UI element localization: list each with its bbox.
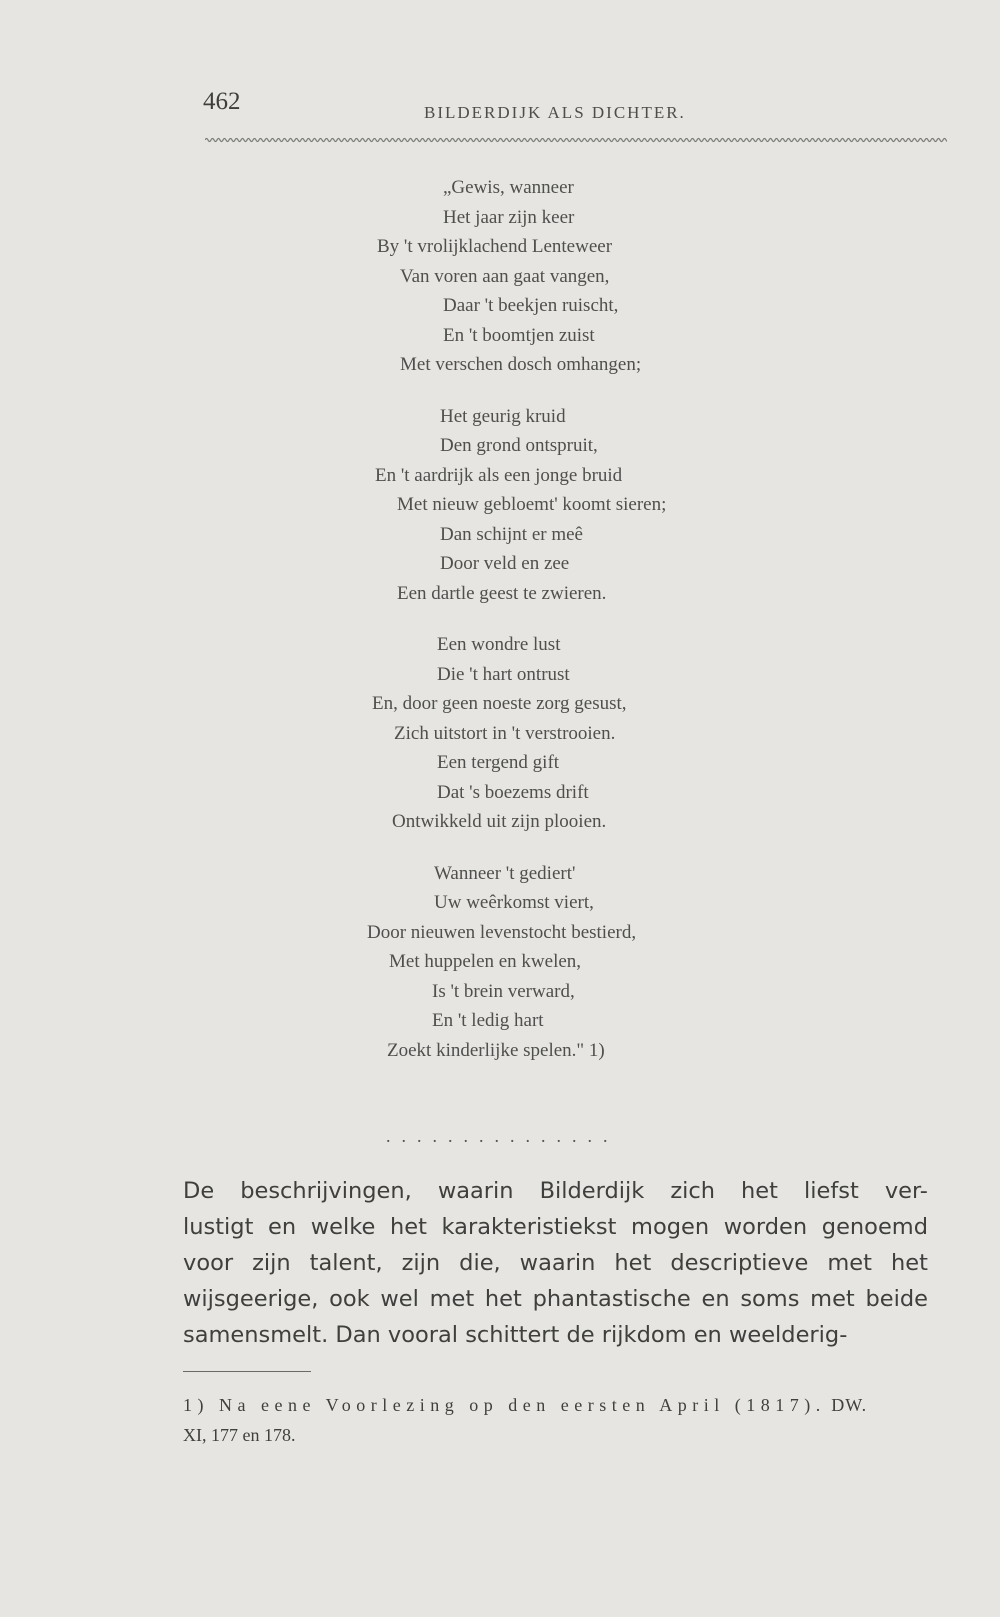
ellipsis-dots: ...............	[386, 1126, 619, 1146]
prose-word: welke	[310, 1214, 376, 1240]
verse-line: Door veld en zee	[440, 553, 570, 574]
prose-word: talent,	[309, 1250, 383, 1276]
prose-word: voor	[183, 1250, 234, 1276]
verse-line: Dat 's boezems drift	[437, 781, 589, 803]
footnote-line: XI, 177 en 178.	[183, 1425, 296, 1445]
verse-line: Den grond ontspruit,	[440, 435, 598, 456]
verse-line: Een tergend gift	[437, 752, 560, 773]
prose-word: het	[890, 1250, 928, 1276]
verse-line: „Gewis, wanneer	[443, 177, 574, 198]
prose-word: liefst	[804, 1178, 859, 1204]
prose-word: het	[484, 1286, 522, 1312]
verse-line: Met huppelen en kwelen,	[389, 951, 582, 972]
prose-word: en	[268, 1214, 297, 1240]
verse-line: En 't boomtjen zuist	[443, 324, 595, 346]
prose-word: en	[701, 1286, 730, 1312]
verse-line: Is 't brein verward,	[432, 980, 575, 1002]
verse-line: Het jaar zijn keer	[443, 206, 575, 228]
prose-word: lustigt	[183, 1214, 254, 1240]
verse-line: Een dartle geest te zwieren.	[397, 582, 607, 604]
footnote	[183, 1390, 928, 1450]
verse-line: Wanneer 't gediert'	[434, 862, 576, 884]
verse-line: Zoekt kinderlijke spelen." 1)	[387, 1039, 605, 1061]
prose-word: descriptieve	[670, 1250, 809, 1276]
prose-word: die,	[459, 1250, 501, 1276]
verse-line: By 't vrolijklachend Lenteweer	[377, 236, 613, 257]
verse-line: En, door geen noeste zorg gesust,	[372, 693, 627, 714]
prose-word: mogen	[631, 1214, 710, 1240]
prose-word: waarin	[519, 1250, 596, 1276]
prose-word: wel	[380, 1286, 419, 1312]
verse-line: Uw weêrkomst viert,	[434, 892, 594, 913]
verse-line: Daar 't beekjen ruischt,	[443, 295, 619, 316]
prose-word: zijn	[252, 1250, 291, 1276]
prose-word: karakteristiekst	[441, 1214, 617, 1240]
verse-line: Van voren aan gaat vangen,	[400, 265, 610, 287]
verse-line: En 't ledig hart	[432, 1010, 544, 1031]
verse-line: Zich uitstort in 't verstrooien.	[394, 722, 616, 744]
prose-line	[183, 1209, 928, 1245]
prose-word: ook	[329, 1286, 370, 1312]
ornamental-rule	[205, 135, 947, 145]
prose-word: met	[810, 1286, 855, 1312]
verse-line: Door nieuwen levenstocht bestierd,	[367, 921, 637, 943]
prose-word: met	[429, 1286, 475, 1312]
body-paragraph	[183, 1173, 928, 1353]
verse-line: En 't aardrijk als een jonge bruid	[375, 464, 623, 486]
prose-word: Bilderdijk	[539, 1178, 645, 1204]
prose-word: beschrijvingen,	[240, 1178, 412, 1204]
prose-word: phantastische	[532, 1286, 691, 1312]
prose-word: ver-	[884, 1178, 928, 1204]
prose-word: zijn	[401, 1250, 441, 1276]
prose-word: het	[614, 1250, 652, 1276]
stanza-1	[0, 173, 1000, 380]
verse-line: Met verschen dosch omhangen;	[400, 354, 642, 375]
prose-line	[183, 1245, 928, 1281]
prose-word: genoemd	[821, 1214, 928, 1240]
prose-word: het	[389, 1214, 427, 1240]
prose-word: zich	[670, 1178, 716, 1204]
verse-line: Een wondre lust	[437, 634, 561, 655]
prose-word: soms	[740, 1286, 800, 1312]
prose-word: waarin	[437, 1178, 514, 1204]
prose-word: het	[741, 1178, 778, 1204]
prose-line	[183, 1173, 928, 1209]
prose-word: met	[827, 1250, 872, 1276]
verse-line: Die 't hart ontrust	[437, 663, 570, 685]
prose-line	[183, 1281, 928, 1317]
stanza-4	[0, 859, 1000, 1066]
prose-word: beide	[865, 1286, 928, 1312]
stanza-2	[0, 402, 1000, 609]
prose-line-text: samensmelt. Dan vooral schittert de rijkdom en weelderig-	[183, 1322, 848, 1348]
footnote-line: 1) Na eene Voorlezing op den eersten April (1817). DW.	[183, 1395, 868, 1415]
verse-line: Met nieuw gebloemt' koomt sieren;	[397, 494, 667, 515]
prose-line	[183, 1317, 928, 1353]
verse-line: Dan schijnt er meê	[440, 523, 583, 545]
footnote-rule	[183, 1371, 311, 1372]
verse-line: Ontwikkeld uit zijn plooien.	[392, 811, 607, 832]
page-number: 462	[203, 88, 241, 115]
prose-word: De	[183, 1178, 215, 1204]
stanza-3	[0, 630, 1000, 837]
prose-word: worden	[723, 1214, 808, 1240]
prose-word: wijsgeerige,	[183, 1286, 319, 1312]
verse-line: Het geurig kruid	[440, 405, 566, 427]
poem	[0, 173, 1000, 1087]
running-title: BILDERDIJK ALS DICHTER.	[424, 103, 686, 122]
